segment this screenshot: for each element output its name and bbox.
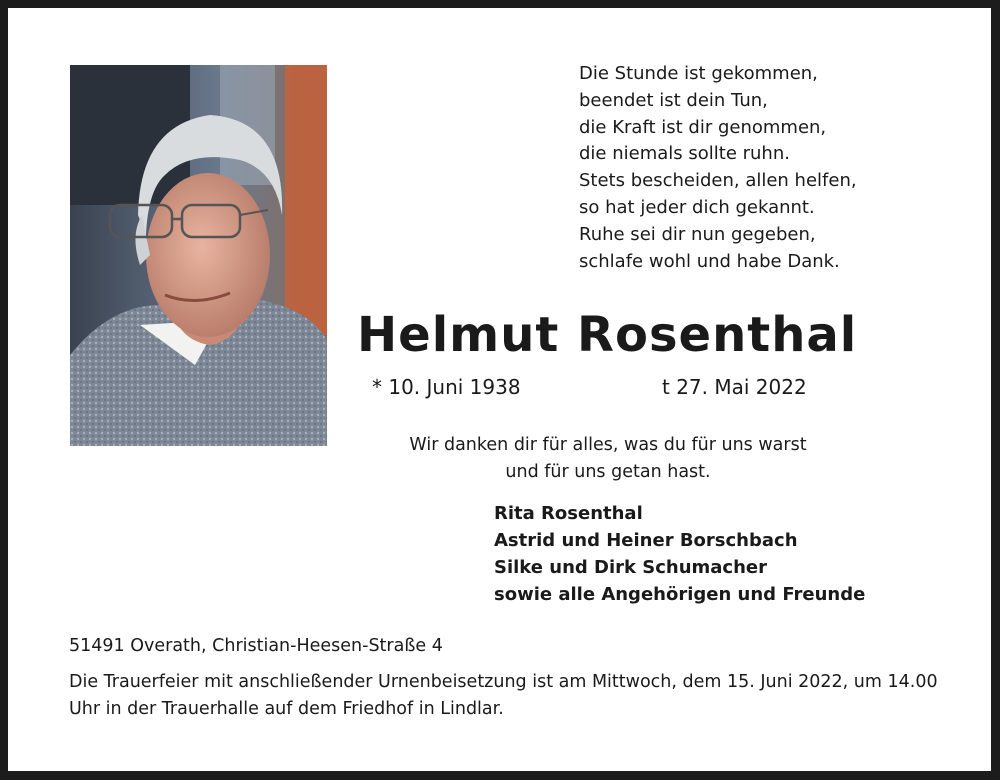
mourners-list (494, 500, 865, 608)
poem (579, 61, 857, 275)
address: 51491 Overath, Christian-Heesen-Straße 4 (69, 636, 443, 656)
poem-line: schlafe wohl und habe Dank. (579, 250, 840, 272)
poem-line: beendet ist dein Tun, (579, 89, 768, 111)
deceased-name: Helmut Rosenthal (357, 307, 858, 363)
portrait-photo (70, 65, 327, 446)
poem-line: Die Stunde ist gekommen, (579, 63, 818, 84)
mourner: Astrid und Heiner Borschbach (494, 530, 798, 551)
poem-line: Stets bescheiden, allen helfen, (579, 170, 857, 192)
portrait-image (70, 65, 327, 446)
thanks-line: Wir danken dir für alles, was du für uns warst (409, 435, 807, 455)
poem-line: die Kraft ist dir genommen, (579, 116, 827, 138)
thanks-text (358, 432, 858, 486)
ceremony-info: Die Trauerfeier mit anschließender Urnenbeisetzung ist am Mittwoch, dem 15. Juni 2022, um 14.00 Uhr in der Trauerhalle auf dem Friedhof in Lindlar. (69, 672, 938, 719)
poem-line: Ruhe sei dir nun gegeben, (579, 223, 816, 245)
mourner: sowie alle Angehörigen und Freunde (494, 584, 866, 605)
birth-date: * 10. Juni 1938 (372, 375, 521, 399)
thanks-line: und für uns getan hast. (505, 462, 711, 482)
mourner: Rita Rosenthal (494, 503, 643, 524)
poem-line: die niemals sollte ruhn. (579, 143, 790, 165)
mourner: Silke und Dirk Schumacher (494, 557, 768, 578)
death-date: t 27. Mai 2022 (662, 375, 807, 399)
poem-line: so hat jeder dich gekannt. (579, 196, 815, 218)
obituary-notice (8, 8, 991, 771)
